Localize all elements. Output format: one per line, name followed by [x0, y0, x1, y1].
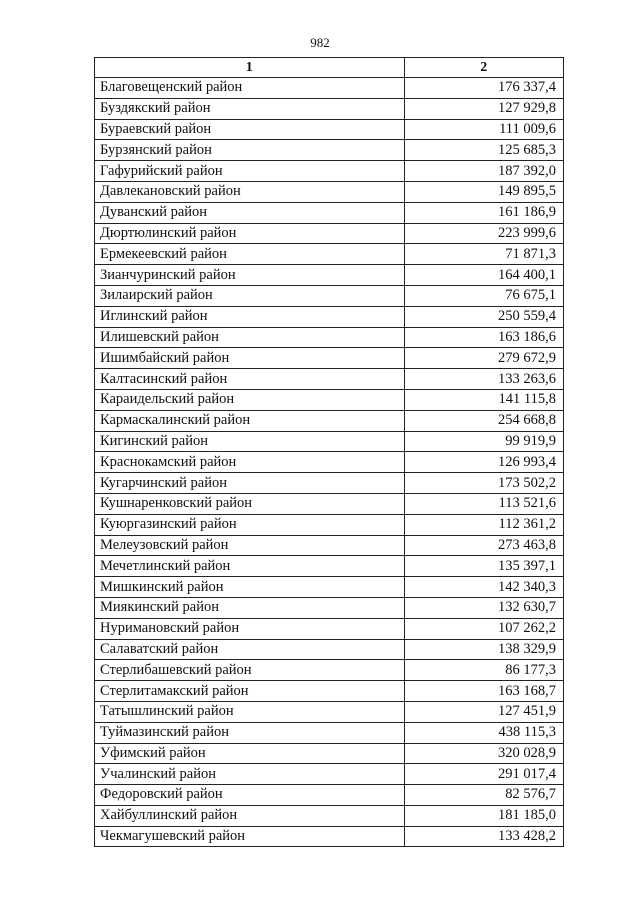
district-name-cell: Буздякский район	[95, 98, 405, 119]
district-name-cell: Ермекеевский район	[95, 244, 405, 265]
district-name-cell: Зианчуринский район	[95, 265, 405, 286]
district-value-cell: 126 993,4	[404, 452, 563, 473]
district-name-cell: Иглинский район	[95, 306, 405, 327]
district-name-cell: Уфимский район	[95, 743, 405, 764]
district-name-cell: Туймазинский район	[95, 722, 405, 743]
district-name-cell: Бурзянский район	[95, 140, 405, 161]
district-name-cell: Дюртюлинский район	[95, 223, 405, 244]
district-value-cell: 113 521,6	[404, 493, 563, 514]
table-row	[95, 535, 564, 556]
table-row	[95, 805, 564, 826]
table-row	[95, 493, 564, 514]
district-value-cell: 99 919,9	[404, 431, 563, 452]
district-name-cell: Татышлинский район	[95, 701, 405, 722]
district-name-cell: Ишимбайский район	[95, 348, 405, 369]
district-value-cell: 223 999,6	[404, 223, 563, 244]
table-row	[95, 556, 564, 577]
district-name-cell: Чекмагушевский район	[95, 826, 405, 847]
table-row	[95, 285, 564, 306]
district-name-cell: Кугарчинский район	[95, 473, 405, 494]
district-value-cell: 133 428,2	[404, 826, 563, 847]
district-value-cell: 141 115,8	[404, 389, 563, 410]
table-row	[95, 577, 564, 598]
table-row	[95, 785, 564, 806]
table-row	[95, 826, 564, 847]
district-name-cell: Салаватский район	[95, 639, 405, 660]
district-name-cell: Кушнаренковский район	[95, 493, 405, 514]
district-value-cell: 142 340,3	[404, 577, 563, 598]
table-row	[95, 98, 564, 119]
table-row	[95, 119, 564, 140]
district-value-cell: 107 262,2	[404, 618, 563, 639]
table-row	[95, 597, 564, 618]
table-row	[95, 681, 564, 702]
header-row	[95, 58, 564, 78]
district-name-cell: Миякинский район	[95, 597, 405, 618]
district-value-cell: 163 186,6	[404, 327, 563, 348]
district-value-cell: 132 630,7	[404, 597, 563, 618]
table-row	[95, 244, 564, 265]
district-name-cell: Мечетлинский район	[95, 556, 405, 577]
table-row	[95, 306, 564, 327]
table-row	[95, 660, 564, 681]
table-row	[95, 452, 564, 473]
table-row	[95, 473, 564, 494]
table-row	[95, 764, 564, 785]
district-name-cell: Стерлибашевский район	[95, 660, 405, 681]
district-name-cell: Хайбуллинский район	[95, 805, 405, 826]
table-row	[95, 223, 564, 244]
district-value-cell: 86 177,3	[404, 660, 563, 681]
column-header-2: 2	[404, 58, 563, 78]
table-row	[95, 78, 564, 99]
table-row	[95, 327, 564, 348]
district-value-cell: 111 009,6	[404, 119, 563, 140]
district-name-cell: Стерлитамакский район	[95, 681, 405, 702]
page-number: 982	[310, 35, 330, 50]
district-value-cell: 149 895,5	[404, 181, 563, 202]
district-value-cell: 320 028,9	[404, 743, 563, 764]
table-row	[95, 639, 564, 660]
district-value-cell: 112 361,2	[404, 514, 563, 535]
district-name-cell: Зилаирский район	[95, 285, 405, 306]
district-name-cell: Гафурийский район	[95, 161, 405, 182]
district-value-cell: 138 329,9	[404, 639, 563, 660]
table-row	[95, 348, 564, 369]
district-name-cell: Дуванский район	[95, 202, 405, 223]
district-value-cell: 173 502,2	[404, 473, 563, 494]
table-header	[95, 58, 564, 78]
district-value-cell: 279 672,9	[404, 348, 563, 369]
district-value-cell: 176 337,4	[404, 78, 563, 99]
table-row	[95, 161, 564, 182]
district-value-cell: 181 185,0	[404, 805, 563, 826]
district-name-cell: Федоровский район	[95, 785, 405, 806]
district-name-cell: Калтасинский район	[95, 369, 405, 390]
district-value-cell: 82 576,7	[404, 785, 563, 806]
district-value-cell: 164 400,1	[404, 265, 563, 286]
district-value-cell: 438 115,3	[404, 722, 563, 743]
district-name-cell: Кармаскалинский район	[95, 410, 405, 431]
table-row	[95, 618, 564, 639]
table-row	[95, 389, 564, 410]
district-name-cell: Мишкинский район	[95, 577, 405, 598]
district-value-cell: 127 451,9	[404, 701, 563, 722]
district-name-cell: Караидельский район	[95, 389, 405, 410]
district-name-cell: Бураевский район	[95, 119, 405, 140]
district-name-cell: Нуримановский район	[95, 618, 405, 639]
table-row	[95, 410, 564, 431]
table-row	[95, 743, 564, 764]
district-table	[94, 57, 564, 847]
district-value-cell: 133 263,6	[404, 369, 563, 390]
district-name-cell: Давлекановский район	[95, 181, 405, 202]
district-value-cell: 187 392,0	[404, 161, 563, 182]
district-name-cell: Учалинский район	[95, 764, 405, 785]
table-row	[95, 514, 564, 535]
district-value-cell: 163 168,7	[404, 681, 563, 702]
district-value-cell: 127 929,8	[404, 98, 563, 119]
table-row	[95, 140, 564, 161]
table-row	[95, 431, 564, 452]
district-name-cell: Мелеузовский район	[95, 535, 405, 556]
district-value-cell: 76 675,1	[404, 285, 563, 306]
district-name-cell: Илишевский район	[95, 327, 405, 348]
district-name-cell: Благовещенский район	[95, 78, 405, 99]
district-value-cell: 135 397,1	[404, 556, 563, 577]
table-row	[95, 369, 564, 390]
district-value-cell: 250 559,4	[404, 306, 563, 327]
column-header-1: 1	[95, 58, 405, 78]
district-value-cell: 291 017,4	[404, 764, 563, 785]
district-name-cell: Кигинский район	[95, 431, 405, 452]
table-row	[95, 265, 564, 286]
table-body	[95, 78, 564, 847]
district-value-cell: 254 668,8	[404, 410, 563, 431]
district-value-cell: 161 186,9	[404, 202, 563, 223]
district-name-cell: Краснокамский район	[95, 452, 405, 473]
district-value-cell: 71 871,3	[404, 244, 563, 265]
district-value-cell: 125 685,3	[404, 140, 563, 161]
table-row	[95, 722, 564, 743]
table-row	[95, 181, 564, 202]
table-row	[95, 701, 564, 722]
district-value-cell: 273 463,8	[404, 535, 563, 556]
district-name-cell: Куюргазинский район	[95, 514, 405, 535]
table-row	[95, 202, 564, 223]
